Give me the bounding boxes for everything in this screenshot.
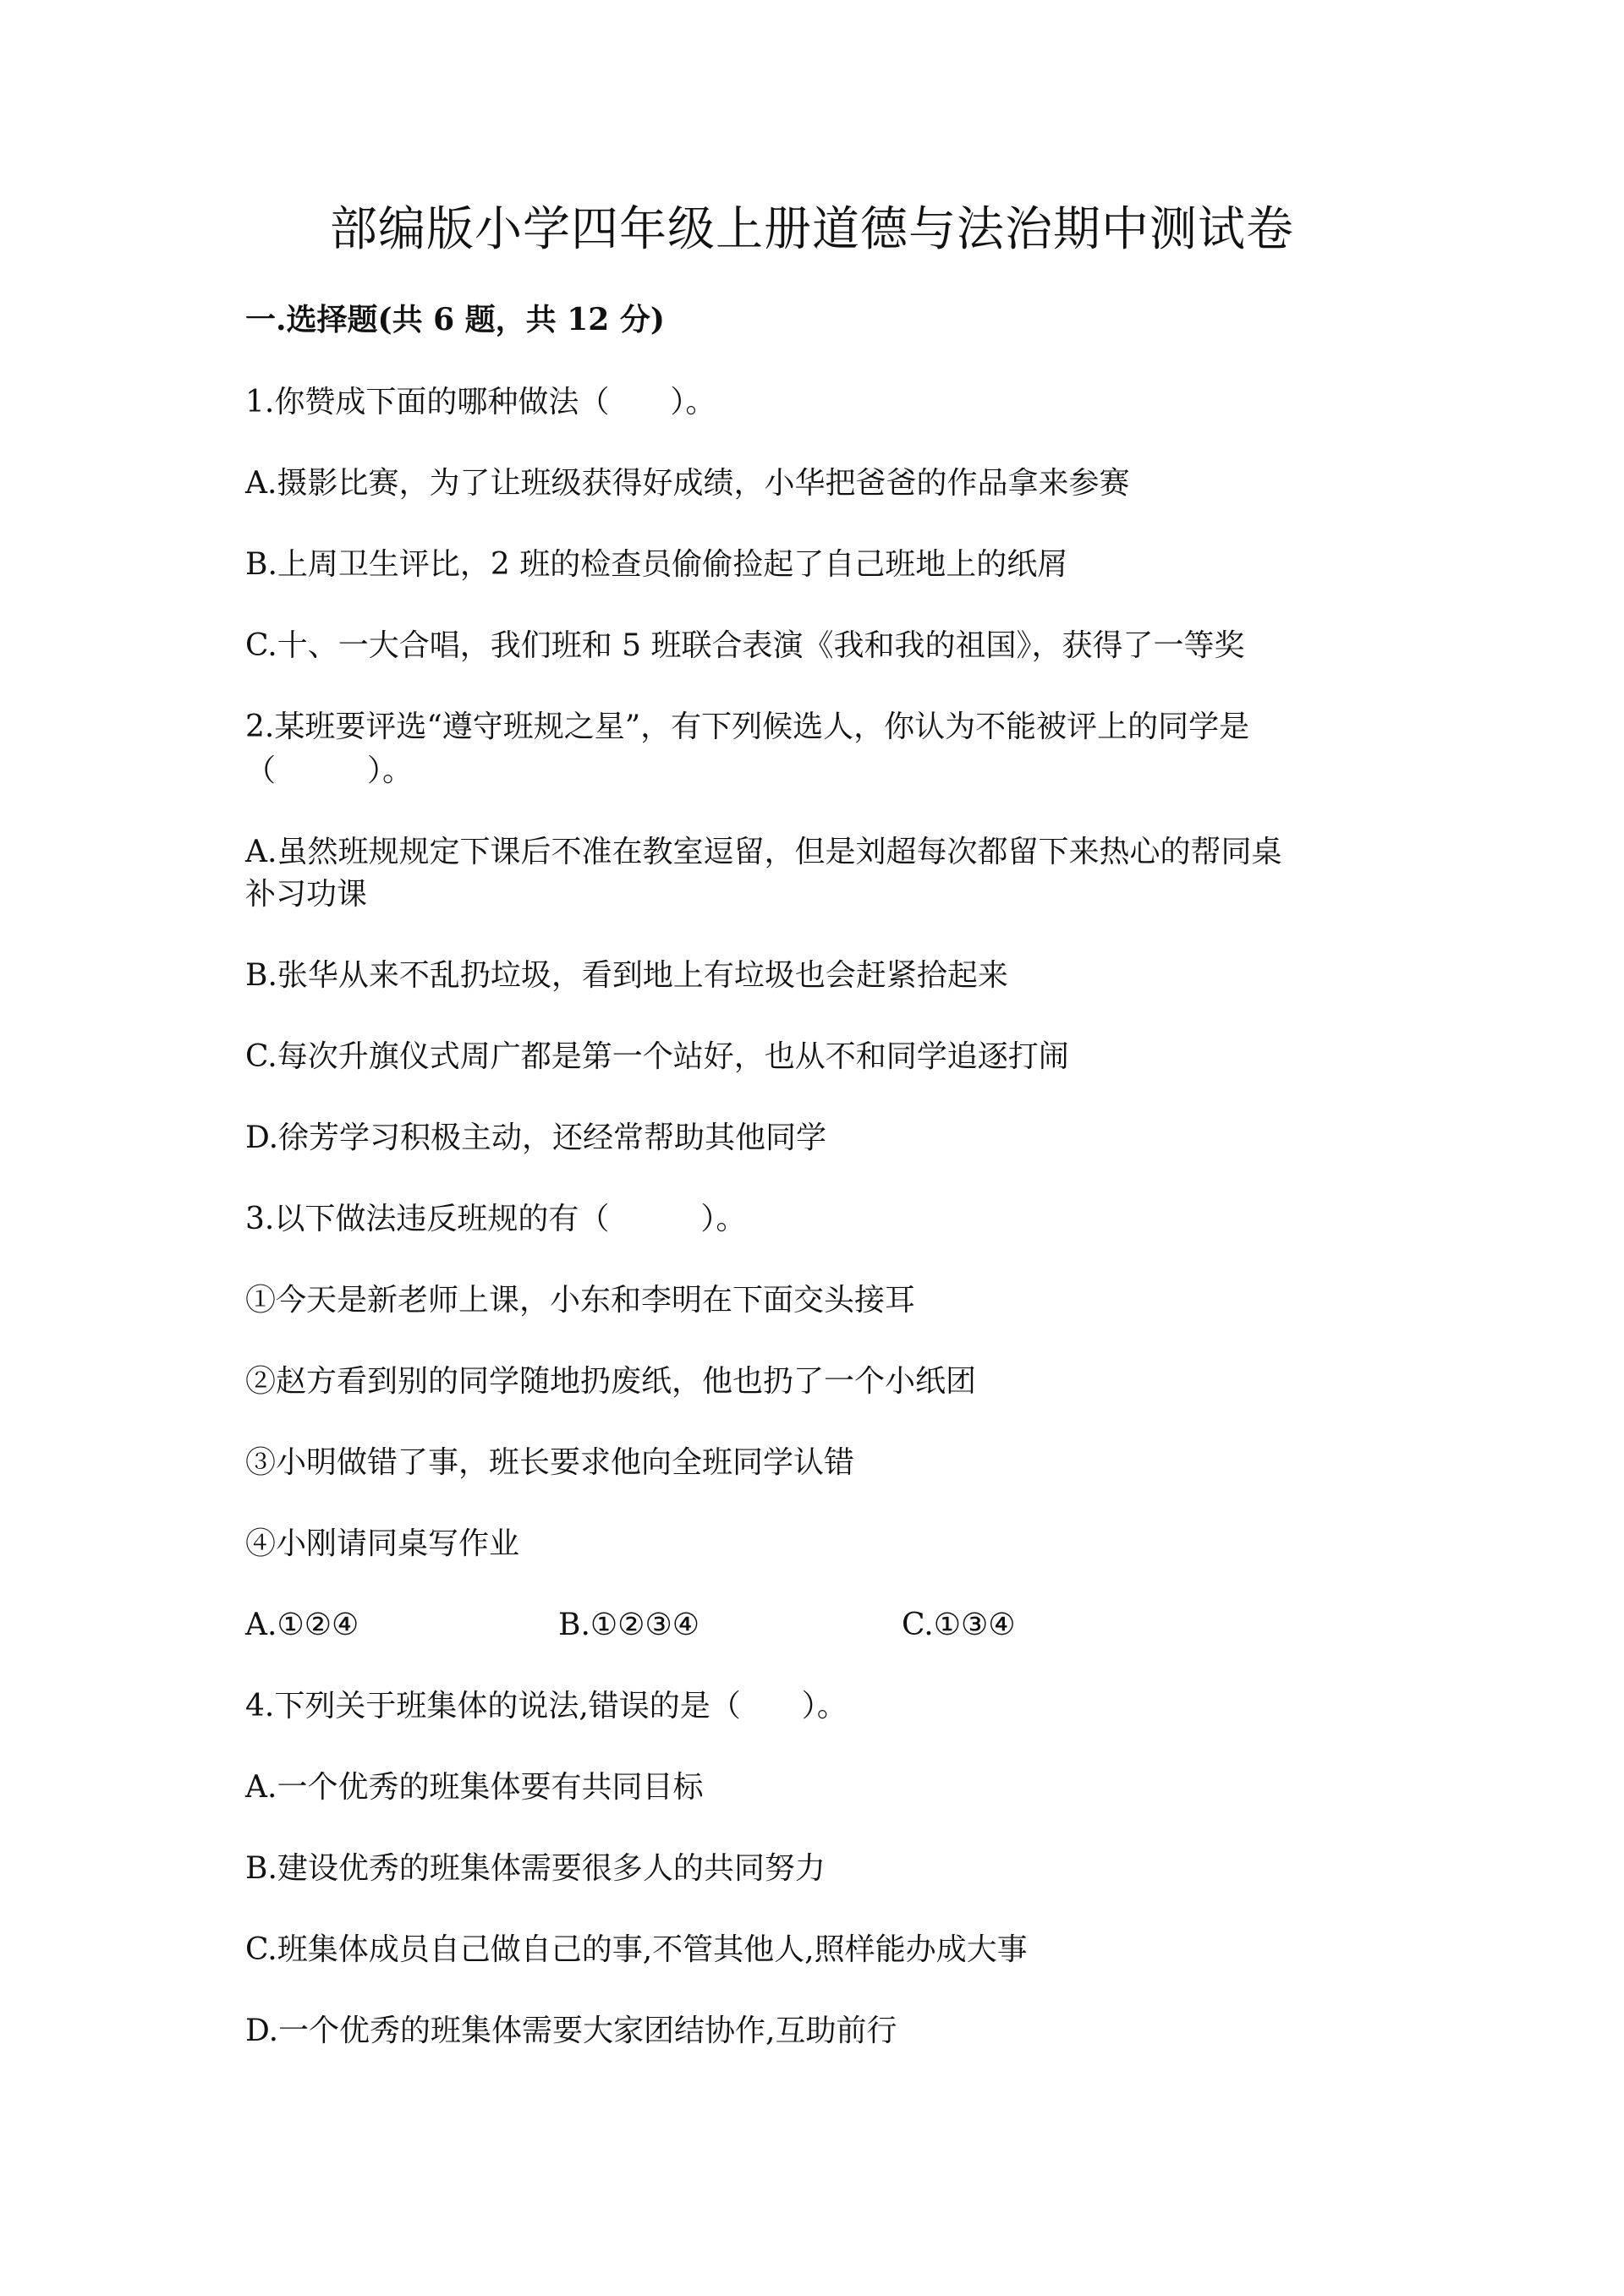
question-3-stem: 3.以下做法违反班规的有（ ）。	[245, 1202, 747, 1236]
question-2-option-a-line-2: 补习功课	[245, 877, 368, 912]
question-3-choice-a: A.①②④	[245, 1608, 359, 1642]
question-3-item-1: ①今天是新老师上课，小东和李明在下面交头接耳	[245, 1283, 916, 1318]
question-4-option-d: D.一个优秀的班集体需要大家团结协作,互助前行	[245, 2014, 897, 2048]
question-2-option-d: D.徐芳学习积极主动，还经常帮助其他同学	[245, 1121, 827, 1155]
question-4-stem: 4.下列关于班集体的说法,错误的是（ ）。	[245, 1689, 848, 1723]
question-4-option-b: B.建设优秀的班集体需要很多人的共同努力	[245, 1851, 826, 1886]
page-title: 部编版小学四年级上册道德与法治期中测试卷	[330, 202, 1294, 257]
question-4-option-c: C.班集体成员自己做自己的事,不管其他人,照样能办成大事	[245, 1932, 1028, 1967]
question-3-choices	[245, 1603, 1379, 1647]
question-4-option-a: A.一个优秀的班集体要有共同目标	[245, 1770, 704, 1805]
question-3-choice-b: B.①②③④	[558, 1608, 700, 1642]
question-2-option-a-line-1: A.虽然班规规定下课后不准在教室逗留，但是刘超每次都留下来热心的帮同桌	[245, 835, 1282, 869]
question-3-item-3: ③小明做错了事，班长要求他向全班同学认错	[245, 1445, 855, 1480]
section-header: 一.选择题(共 6 题，共 12 分)	[245, 302, 665, 337]
question-3-item-4: ④小刚请同桌写作业	[245, 1526, 520, 1561]
question-2-option-c: C.每次升旗仪式周广都是第一个站好，也从不和同学追逐打闹	[245, 1039, 1069, 1074]
question-3-choice-c: C.①③④	[902, 1608, 1016, 1642]
question-2-stem-line-1: 2.某班要评选“遵守班规之星”，有下列候选人，你认为不能被评上的同学是	[245, 710, 1250, 744]
question-2-option-b: B.张华从来不乱扔垃圾，看到地上有垃圾也会赶紧拾起来	[245, 958, 1008, 993]
question-3-item-2: ②赵方看到别的同学随地扔废纸，他也扔了一个小纸团	[245, 1364, 977, 1399]
question-1-option-b: B.上周卫生评比，2 班的检查员偷偷捡起了自己班地上的纸屑	[245, 547, 1068, 582]
question-1-option-a: A.摄影比赛，为了让班级获得好成绩，小华把爸爸的作品拿来参赛	[245, 466, 1130, 501]
question-1-stem: 1.你赞成下面的哪种做法（ ）。	[245, 385, 716, 419]
question-2-stem-line-2: （ ）。	[245, 753, 414, 788]
question-1-option-c: C.十、一大合唱，我们班和 5 班联合表演《我和我的祖国》，获得了一等奖	[245, 628, 1245, 663]
